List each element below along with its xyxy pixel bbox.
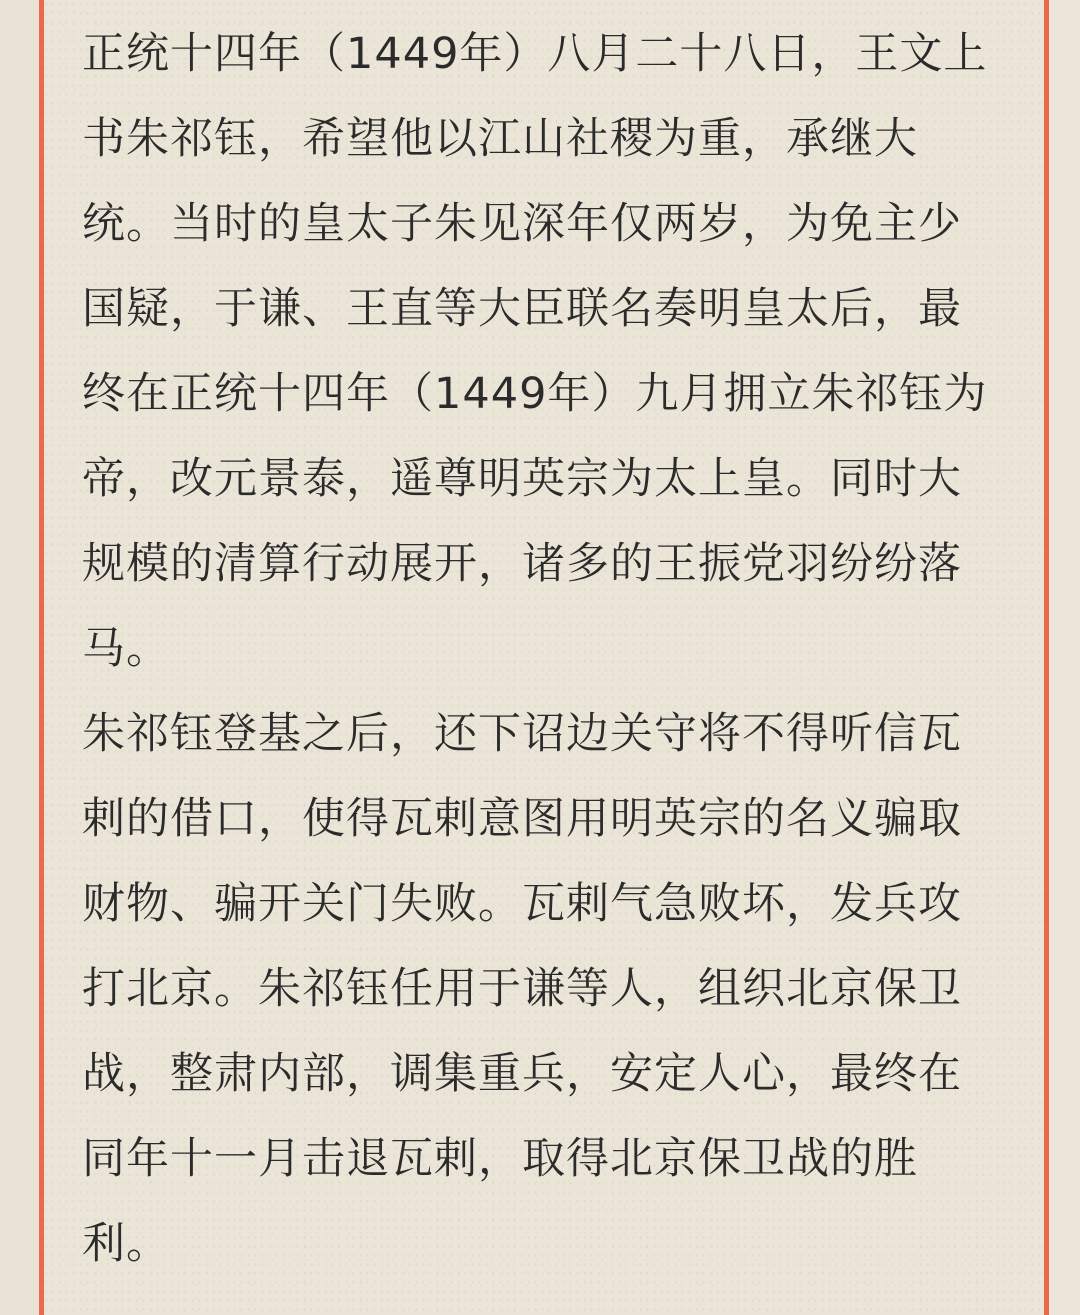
text-line: 同年十一月击退瓦剌，取得北京保卫战的胜 (82, 1134, 918, 1184)
text-line: 书朱祁钰，希望他以江山社稷为重，承继大 (82, 114, 918, 164)
text-line: 帝，改元景泰，遥尊明英宗为太上皇。同时大 (82, 454, 962, 504)
left-margin (0, 0, 40, 1315)
article-body (82, 12, 1042, 1287)
text-line: 战，整肃内部，调集重兵，安定人心，最终在 (82, 1049, 962, 1099)
left-red-border (39, 0, 44, 1315)
text-line: 规模的清算行动展开，诸多的王振党羽纷纷落 (82, 539, 962, 589)
text-line: 统。当时的皇太子朱见深年仅两岁，为免主少 (82, 199, 962, 249)
right-margin (1049, 0, 1080, 1315)
paragraph-1 (82, 12, 1042, 692)
text-line: 利。 (82, 1219, 170, 1269)
text-line: 打北京。朱祁钰任用于谦等人，组织北京保卫 (82, 964, 962, 1014)
text-line: 财物、骗开关门失败。瓦剌气急败坏，发兵攻 (82, 879, 962, 929)
text-line: 终在正统十四年（1449年）九月拥立朱祁钰为 (82, 369, 988, 419)
paragraph-2 (82, 692, 1042, 1287)
text-line: 国疑，于谦、王直等大臣联名奏明皇太后，最 (82, 284, 962, 334)
text-line: 马。 (82, 624, 170, 674)
text-line: 正统十四年（1449年）八月二十八日，王文上 (82, 29, 988, 79)
text-line: 朱祁钰登基之后，还下诏边关守将不得听信瓦 (82, 709, 962, 759)
text-line: 剌的借口，使得瓦剌意图用明英宗的名义骗取 (82, 794, 962, 844)
